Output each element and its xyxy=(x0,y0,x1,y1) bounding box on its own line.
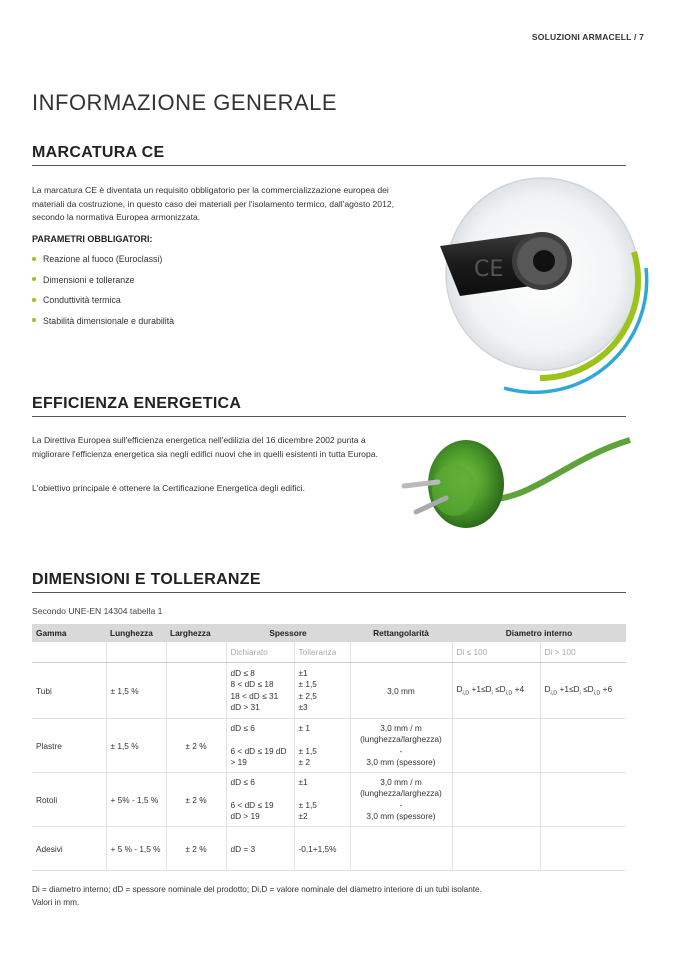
plug-face xyxy=(432,464,476,516)
cell-dichiarato: dD = 3 xyxy=(226,827,294,871)
list-item xyxy=(32,253,174,274)
cell-dichiarato: dD ≤ 6 6 < dD ≤ 19 dD > 19 xyxy=(226,719,294,773)
bullet-icon xyxy=(32,298,36,302)
cell-rettangolarita: 3,0 mm xyxy=(350,663,452,719)
col-gamma: Gamma xyxy=(32,624,106,642)
params-heading: PARAMETRI OBBLIGATORI: xyxy=(32,234,153,244)
table-row xyxy=(32,827,626,871)
bullet-icon xyxy=(32,318,36,322)
footnote-definitions: Di = diametro interno; dD = spessore nominale del prodotto; Di,D = valore nominale del diametro interiore di un tubi isolante. xyxy=(32,885,482,894)
cell-tolleranza: ± 1 ± 1,5 ± 2 xyxy=(294,719,350,773)
cell-lunghezza: + 5% - 1,5 % xyxy=(106,773,166,827)
cell-di-gt xyxy=(540,773,626,827)
list-item-label: Stabilità dimensionale e durabilità xyxy=(43,315,175,326)
page-header-tag: SOLUZIONI ARMACELL / 7 xyxy=(531,32,644,42)
col-lunghezza: Lunghezza xyxy=(106,624,166,642)
ce-mark: CE xyxy=(474,257,504,282)
cell-di-gt xyxy=(540,719,626,773)
ce-pipe-image xyxy=(420,172,658,394)
table-row xyxy=(32,773,626,827)
col-diametro: Diametro interno xyxy=(452,624,626,642)
list-item-label: Reazione al fuoco (Euroclassi) xyxy=(43,254,163,264)
subcol-di-gt: Di > 100 xyxy=(540,642,626,663)
list-item xyxy=(32,274,174,295)
energy-section-heading: EFFICIENZA ENERGETICA xyxy=(32,395,626,417)
subcol-dichiarato: Dichiarato xyxy=(226,642,294,663)
cell-dichiarato: dD ≤ 8 8 < dD ≤ 18 18 < dD ≤ 31 dD > 31 xyxy=(226,663,294,719)
bullet-icon xyxy=(32,257,36,261)
table-row xyxy=(32,719,626,773)
cell-di-le xyxy=(452,719,540,773)
pipe-hole xyxy=(533,250,555,272)
ce-paragraph: La marcatura CE è diventata un requisito obbligatorio per la commercializzazione europea dei materiali da costruzione, in questo caso dei materiali per l'isolamento termico, dall'agosto 2012, secondo la normativa Europea armonizzata. xyxy=(32,185,395,222)
tolerance-table xyxy=(32,624,626,871)
list-item-label: Conduttività termica xyxy=(43,295,121,305)
list-item xyxy=(32,294,174,315)
cell-lunghezza: ± 1,5 % xyxy=(106,663,166,719)
plug-cable xyxy=(484,440,630,500)
cell-gamma: Rotoli xyxy=(32,773,106,827)
green-plug-image xyxy=(394,420,634,552)
footnote-units: Valori in mm. xyxy=(32,898,80,907)
standard-reference: Secondo UNE-EN 14304 tabella 1 xyxy=(32,606,163,616)
page-title: INFORMAZIONE GENERALE xyxy=(32,90,338,115)
cell-rettangolarita: 3,0 mm / m (lunghezza/larghezza) - 3,0 mm (spessore) xyxy=(350,773,452,827)
cell-lunghezza: + 5 % - 1,5 % xyxy=(106,827,166,871)
cell-gamma: Adesivi xyxy=(32,827,106,871)
cell-larghezza: ± 2 % xyxy=(166,773,226,827)
cell-gamma: Plastre xyxy=(32,719,106,773)
col-rettangolarita: Rettangolarità xyxy=(350,624,452,642)
cell-larghezza: ± 2 % xyxy=(166,719,226,773)
cell-gamma: Tubi xyxy=(32,663,106,719)
cell-di-gt xyxy=(540,827,626,871)
cell-tolleranza: ±1 ± 1,5 ± 2,5 ±3 xyxy=(294,663,350,719)
cell-rettangolarita xyxy=(350,827,452,871)
energy-paragraph-2: L'obiettivo principale è ottenere la Certificazione Energetica degli edifici. xyxy=(32,483,305,493)
table-subheader-row xyxy=(32,642,626,663)
params-list xyxy=(32,253,174,335)
col-spessore: Spessore xyxy=(226,624,350,642)
cell-tolleranza: -0,1+1,5% xyxy=(294,827,350,871)
list-item xyxy=(32,315,174,336)
cell-di-gt: $D_{i,D} +1\le D_i \le D_{i,D} +6$ xyxy=(540,663,626,719)
subcol-di-le: Di ≤ 100 xyxy=(452,642,540,663)
cell-dichiarato: dD ≤ 6 6 < dD ≤ 19 dD > 19 xyxy=(226,773,294,827)
cell-tolleranza: ±1 ± 1,5 ±2 xyxy=(294,773,350,827)
cell-di-le xyxy=(452,827,540,871)
energy-paragraph-1: La Direttiva Europea sull'efficienza energetica nell'edilizia del 16 dicembre 2002 punta a migliorare l'efficienza energetica sia negli edifici nuovi che in quelli esistenti in tutta Europa. xyxy=(32,435,378,459)
dimensions-section-heading: DIMENSIONI E TOLLERANZE xyxy=(32,571,626,593)
table-footnote xyxy=(32,883,482,909)
cell-larghezza: ± 2 % xyxy=(166,827,226,871)
cell-di-le xyxy=(452,773,540,827)
cell-larghezza xyxy=(166,663,226,719)
table-row xyxy=(32,663,626,719)
bullet-icon xyxy=(32,277,36,281)
cell-rettangolarita: 3,0 mm / m (lunghezza/larghezza) - 3,0 mm (spessore) xyxy=(350,719,452,773)
cell-di-le: $D_{i,D} +1\le D_i \le D_{i,D} +4$ xyxy=(452,663,540,719)
cell-lunghezza: ± 1,5 % xyxy=(106,719,166,773)
table-header-row xyxy=(32,624,626,642)
col-larghezza: Larghezza xyxy=(166,624,226,642)
ce-section-heading: MARCATURA CE xyxy=(32,144,626,166)
list-item-label: Dimensioni e tolleranze xyxy=(43,274,135,285)
subcol-tolleranza: Tolleranza xyxy=(294,642,350,663)
